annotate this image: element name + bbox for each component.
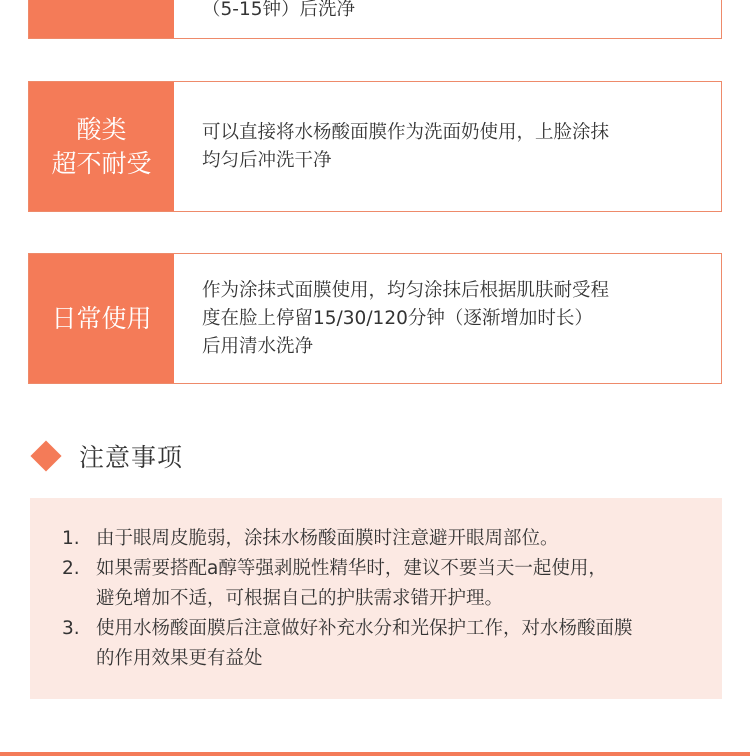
usage-card-line: 均匀后冲洗干净 bbox=[202, 149, 332, 171]
usage-card-body bbox=[174, 0, 721, 38]
note-text bbox=[96, 554, 722, 614]
usage-card-tag bbox=[29, 0, 174, 38]
usage-card-tag bbox=[29, 82, 174, 211]
usage-card-tag-line: 酸类 bbox=[76, 114, 127, 144]
note-line: 使用水杨酸面膜后注意做好补充水分和光保护工作，对水杨酸面膜 bbox=[96, 618, 633, 639]
usage-card-top bbox=[28, 0, 722, 39]
usage-card-acid-sensitive bbox=[28, 81, 722, 212]
usage-card-line: 作为涂抹式面膜使用，均匀涂抹后根据肌肤耐受程 bbox=[202, 279, 610, 301]
note-line: 避免增加不适，可根据自己的护肤需求错开护理。 bbox=[96, 588, 504, 609]
note-number: 2. bbox=[62, 558, 80, 579]
bottom-divider bbox=[0, 752, 750, 756]
notes-panel bbox=[30, 498, 722, 699]
usage-card-body bbox=[174, 254, 721, 383]
usage-card-line: 后用清水洗净 bbox=[202, 335, 314, 357]
usage-card-line: （5-15钟）后洗净 bbox=[202, 0, 355, 20]
usage-card-daily bbox=[28, 253, 722, 384]
note-line: 的作用效果更有益处 bbox=[96, 648, 263, 669]
usage-card-line: 度在脸上停留15/30/120分钟（逐渐增加时长） bbox=[202, 307, 593, 329]
usage-card-tag bbox=[29, 254, 174, 383]
note-line: 由于眼周皮脆弱，涂抹水杨酸面膜时注意避开眼周部位。 bbox=[96, 528, 559, 549]
note-item bbox=[62, 614, 722, 674]
notes-section-header bbox=[31, 438, 183, 474]
note-item bbox=[62, 524, 722, 554]
usage-card-line: 可以直接将水杨酸面膜作为洗面奶使用，上脸涂抹 bbox=[202, 121, 610, 143]
diamond-icon bbox=[30, 440, 61, 471]
note-line: 如果需要搭配a醇等强剥脱性精华时，建议不要当天一起使用， bbox=[96, 558, 607, 579]
note-text bbox=[96, 614, 722, 674]
note-number: 3. bbox=[62, 618, 80, 639]
notes-section-title: 注意事项 bbox=[79, 443, 184, 472]
note-item bbox=[62, 554, 722, 614]
usage-card-body bbox=[174, 82, 721, 211]
usage-card-tag-line: 超不耐受 bbox=[51, 148, 152, 178]
note-number: 1. bbox=[62, 528, 80, 549]
usage-card-tag-line: 日常使用 bbox=[51, 303, 152, 333]
note-text bbox=[96, 524, 722, 554]
